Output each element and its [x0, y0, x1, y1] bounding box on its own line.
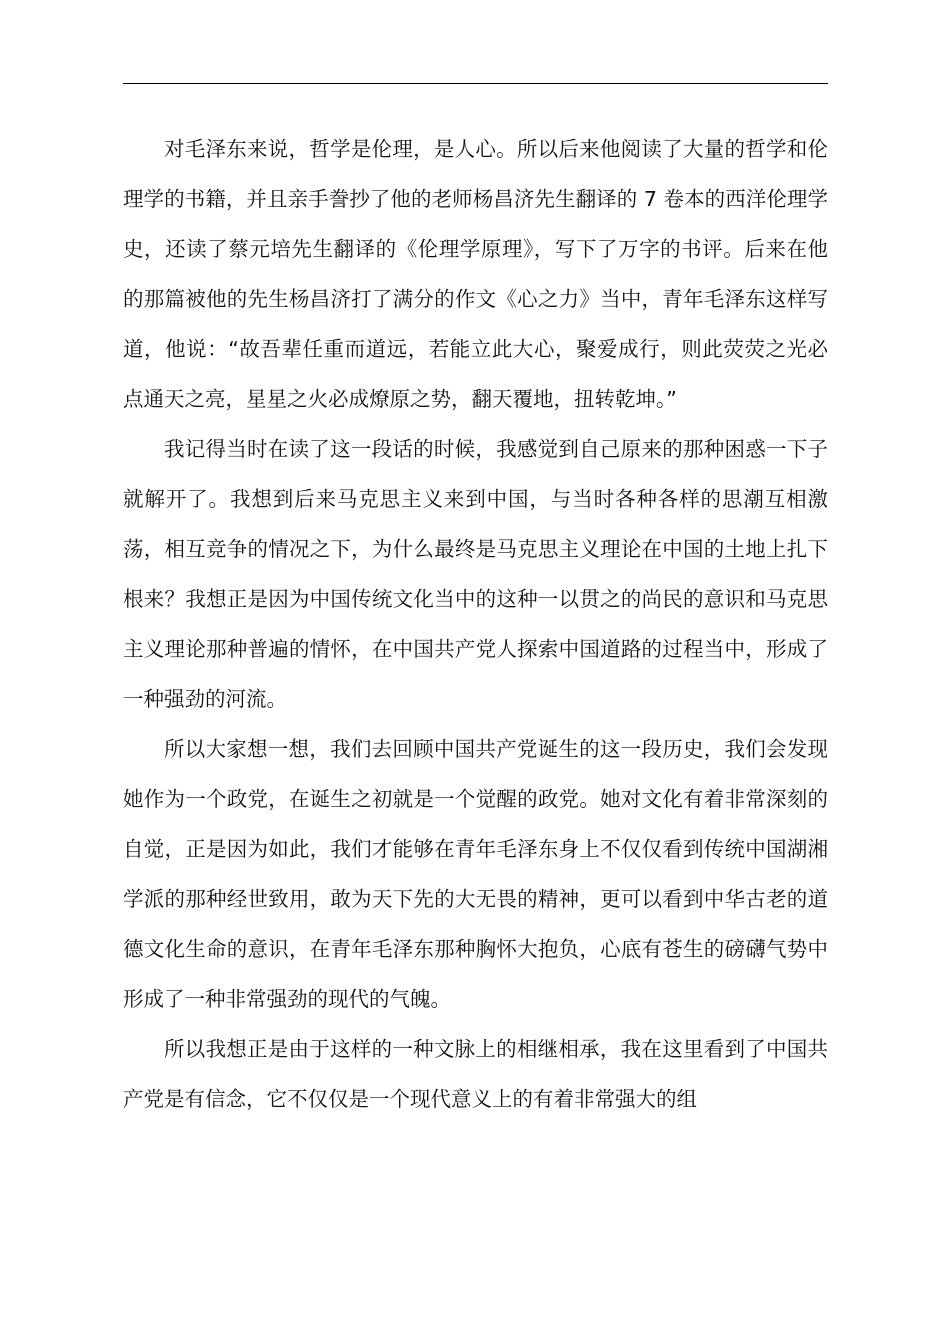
- header-rule: [123, 83, 828, 84]
- paragraph-4: 所以我想正是由于这样的一种文脉上的相继相承，我在这里看到了中国共产党是有信念，它不仅仅是一个现代意义上的有着非常强大的组: [123, 1037, 828, 1111]
- paragraph-3: 所以大家想一想，我们去回顾中国共产党诞生的这一段历史，我们会发现她作为一个政党，在诞生之初就是一个觉醒的政党。她对文化有着非常深刻的自觉，正是因为如此，我们才能够在青年毛泽东身上不仅仅看到传统中国湖湘学派的那种经世致用，敢为天下先的大无畏的精神，更可以看到中华古老的道德文化生命的意识，在青年毛泽东那种胸怀大抱负，心底有苍生的磅礴气势中形成了一种非常强劲的现代的气魄。: [123, 737, 828, 1011]
- paragraph-1: 对毛泽东来说，哲学是伦理，是人心。所以后来他阅读了大量的哲学和伦理学的书籍，并且亲手誊抄了他的老师杨昌济先生翻译的 7 卷本的西洋伦理学史，还读了蔡元培先生翻译的《伦理学原理》，写下了万字的书评。后来在他的那篇被他的先生杨昌济打了满分的作文《心之力》当中，青年毛泽东这样写道，他说：“故吾辈任重而道远，若能立此大心，聚爱成行，则此荧荧之光必点通天之亮，星星之火必成燎原之势，翻天覆地，扭转乾坤。”: [123, 137, 828, 411]
- paragraph-2: 我记得当时在读了这一段话的时候，我感觉到自己原来的那种困惑一下子就解开了。我想到后来马克思主义来到中国，与当时各种各样的思潮互相激荡，相互竞争的情况之下，为什么最终是马克思主义理论在中国的土地上扎下根来？我想正是因为中国传统文化当中的这种一以贯之的尚民的意识和马克思主义理论那种普遍的情怀，在中国共产党人探索中国道路的过程当中，形成了一种强劲的河流。: [123, 437, 828, 711]
- body-text: [123, 124, 828, 1124]
